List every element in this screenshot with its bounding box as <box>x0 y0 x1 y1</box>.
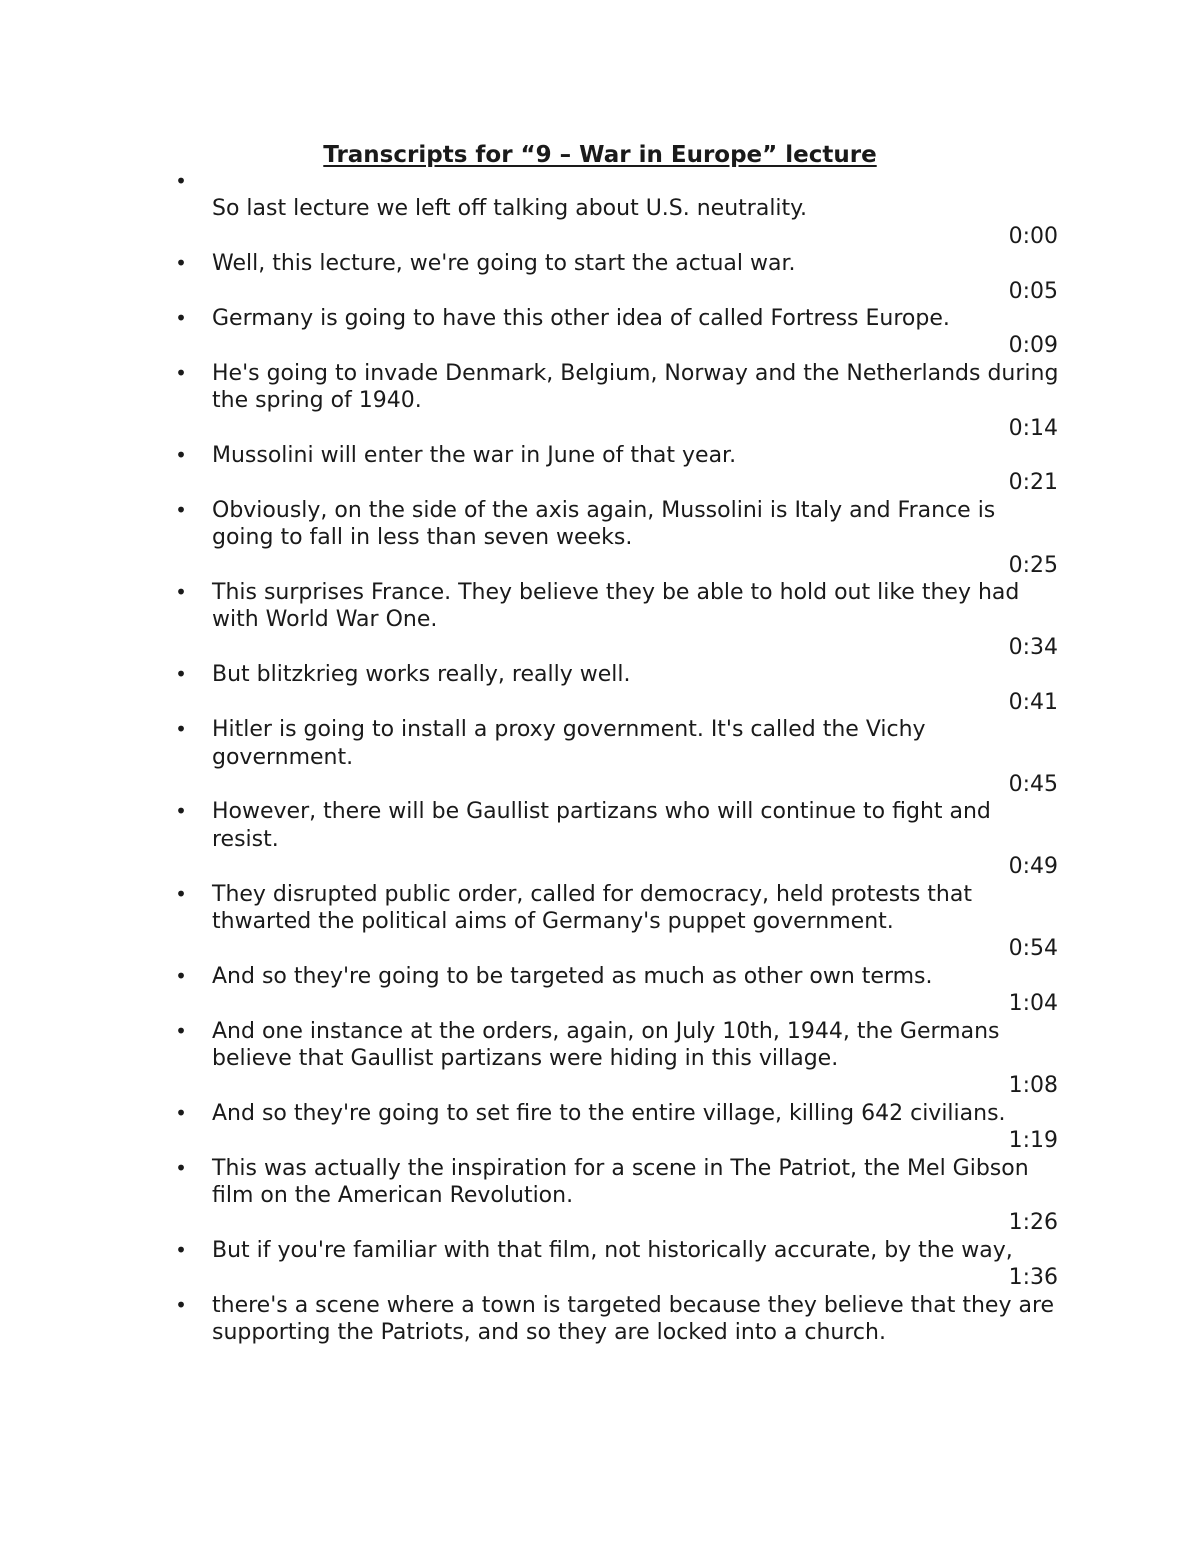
bullet-icon: • <box>175 306 187 331</box>
transcript-text: And one instance at the orders, again, on July 10th, 1944, the Germans believe that Gaullist partizans were hiding in this village. <box>212 1018 1000 1071</box>
timestamp: 1:26 <box>1008 1210 1058 1236</box>
transcript-text: Well, this lecture, we're going to start the actual war. <box>212 251 796 277</box>
transcript-text: And so they're going to set fire to the entire village, killing 642 civilians. <box>212 1100 1006 1126</box>
bullet-icon: • <box>175 881 187 906</box>
bullet-icon: • <box>175 497 187 522</box>
bullet-icon: • <box>175 662 187 687</box>
transcript-entry <box>0 1237 1200 1292</box>
transcript-text: So last lecture we left off talking about U.S. neutrality. <box>212 196 808 222</box>
bullet-icon: • <box>175 1100 187 1125</box>
timestamp: 1:36 <box>1008 1265 1058 1291</box>
timestamp: 0:21 <box>1008 470 1058 496</box>
transcript-text: Mussolini will enter the war in June of that year. <box>212 443 737 469</box>
timestamp: 0:41 <box>1008 689 1058 715</box>
timestamp: 0:54 <box>1008 936 1058 962</box>
transcript-entry <box>0 168 1200 250</box>
transcript-entry <box>0 963 1200 1018</box>
bullet-icon: • <box>175 1155 187 1180</box>
timestamp: 1:19 <box>1008 1128 1058 1154</box>
transcript-text: Germany is going to have this other idea of called Fortress Europe. <box>212 306 950 332</box>
timestamp: 1:04 <box>1008 991 1058 1017</box>
bullet-icon: • <box>175 443 187 468</box>
timestamp: 0:25 <box>1008 552 1058 578</box>
transcript-list <box>0 168 1200 1346</box>
transcript-entry <box>0 360 1200 442</box>
transcript-entry <box>0 1155 1200 1237</box>
timestamp: 0:09 <box>1008 333 1058 359</box>
transcript-text: But if you're familiar with that film, not historically accurate, by the way, <box>212 1237 1013 1263</box>
transcript-text: Obviously, on the side of the axis again, Mussolini is Italy and France is going to fall in less than seven weeks. <box>212 497 996 551</box>
transcript-entry <box>0 497 1200 579</box>
bullet-icon: • <box>175 1292 187 1317</box>
transcript-entry <box>0 1018 1200 1100</box>
timestamp: 0:14 <box>1008 415 1058 441</box>
timestamp: 0:00 <box>1008 223 1058 249</box>
transcript-entry <box>0 798 1200 880</box>
timestamp: 0:05 <box>1008 278 1058 304</box>
timestamp: 1:08 <box>1008 1073 1058 1099</box>
bullet-icon: • <box>175 580 187 605</box>
transcript-text: there's a scene where a town is targeted because they believe that they are supporting the Patriots, and so they are locked into a church. <box>212 1292 1055 1346</box>
transcript-text: This surprises France. They believe they be able to hold out like they had with World War One. <box>212 580 1020 633</box>
timestamp: 0:49 <box>1008 854 1058 880</box>
timestamp: 0:45 <box>1008 771 1058 797</box>
document-title: Transcripts for “9 – War in Europe” lecture <box>323 142 877 168</box>
bullet-icon: • <box>175 717 187 742</box>
transcript-entry <box>0 442 1200 497</box>
transcript-text: Hitler is going to install a proxy government. It's called the Vichy government. <box>212 717 926 770</box>
bullet-icon: • <box>175 1237 187 1262</box>
transcript-text: And so they're going to be targeted as much as other own terms. <box>212 963 933 989</box>
transcript-entry <box>0 716 1200 798</box>
bullet-icon: • <box>175 963 187 988</box>
bullet-icon: • <box>175 251 187 276</box>
bullet-icon: • <box>175 799 187 824</box>
transcript-text: They disrupted public order, called for democracy, held protests that thwarted the political aims of Germany's puppet government. <box>212 881 972 934</box>
bullet-icon: • <box>175 169 187 193</box>
transcript-text: This was actually the inspiration for a scene in The Patriot, the Mel Gibson film on the American Revolution. <box>212 1155 1029 1209</box>
transcript-entry <box>0 579 1200 661</box>
timestamp: 0:34 <box>1008 634 1058 660</box>
transcript-text: He's going to invade Denmark, Belgium, Norway and the Netherlands during the spring of 1940. <box>212 360 1059 414</box>
bullet-icon: • <box>175 360 187 385</box>
transcript-entry <box>0 661 1200 716</box>
transcript-entry <box>0 250 1200 305</box>
transcript-entry <box>0 1292 1200 1347</box>
bullet-icon: • <box>175 1018 187 1043</box>
transcript-text: But blitzkrieg works really, really well. <box>212 662 631 688</box>
transcript-entry <box>0 1100 1200 1155</box>
transcript-entry <box>0 881 1200 963</box>
transcript-entry <box>0 305 1200 360</box>
transcript-text: However, there will be Gaullist partizans who will continue to fight and resist. <box>212 799 991 852</box>
